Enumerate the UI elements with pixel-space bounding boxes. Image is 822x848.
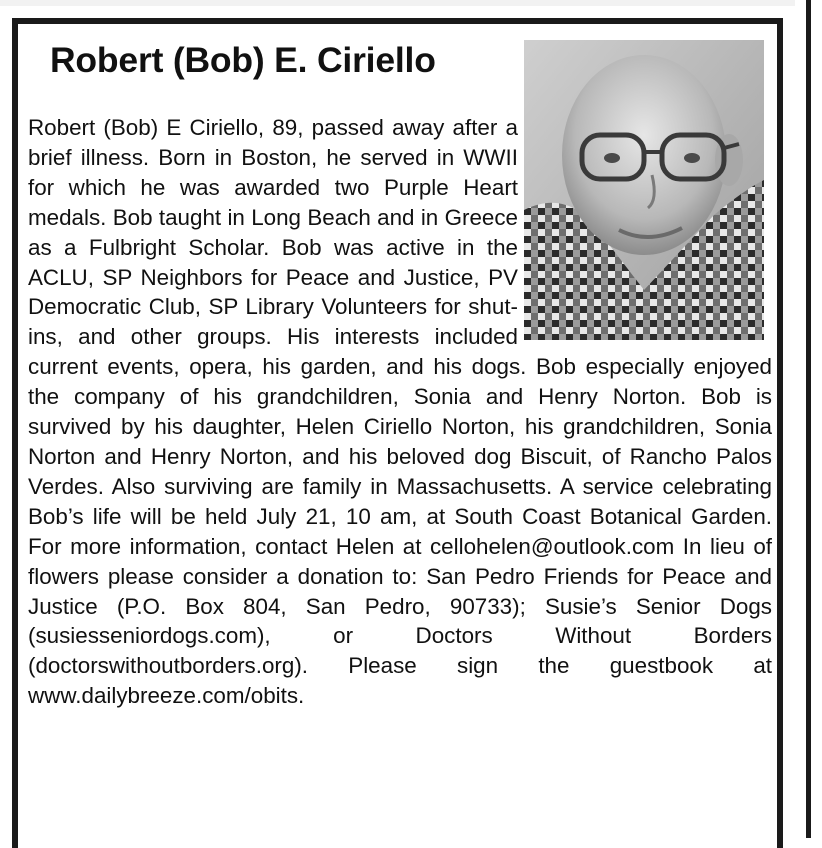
obituary-title: Robert (Bob) E. Ciriello: [50, 40, 436, 80]
obituary-text-column: [28, 113, 772, 711]
photo-wrap-spacer: [518, 113, 772, 343]
column-divider: [806, 0, 811, 838]
page-top-edge: [0, 0, 795, 6]
obituary-body: Robert (Bob) E Ciriello, 89, passed away after a brief illness. Born in Boston, he served in WWII for which he was awarded two Purple Heart medals. Bob taught in Long Beach and in Greece as a Fulbright Scholar. Bob was active in the ACLU, SP Neighbors for Peace and Justice, PV Democratic Club, SP Library Volunteers for shut-ins, and other groups. His interests included current events, opera, his garden, and his dogs. Bob especially enjoyed the company of his grandchildren, Sonia and Henry Norton. Bob is survived by his daughter, Helen Ciriello Norton, his grandchildren, Sonia Norton and Henry Norton, and his beloved dog Biscuit, of Rancho Palos Verdes. Also surviving are family in Massachusetts. A service celebrating Bob’s life will be held July 21, 10 am, at South Coast Botanical Garden. For more information, contact Helen at cellohelen@outlook.com In lieu of flowers please consider a donation to: San Pedro Friends for Peace and Justice (P.O. Box 804, San Pedro, 90733); Susie’s Senior Dogs (susiesseniordogs.com), or Doctors Without Borders (doctorswithoutborders.org). Please sign the guestbook at www.dailybreeze.com/obits.: [28, 115, 772, 709]
